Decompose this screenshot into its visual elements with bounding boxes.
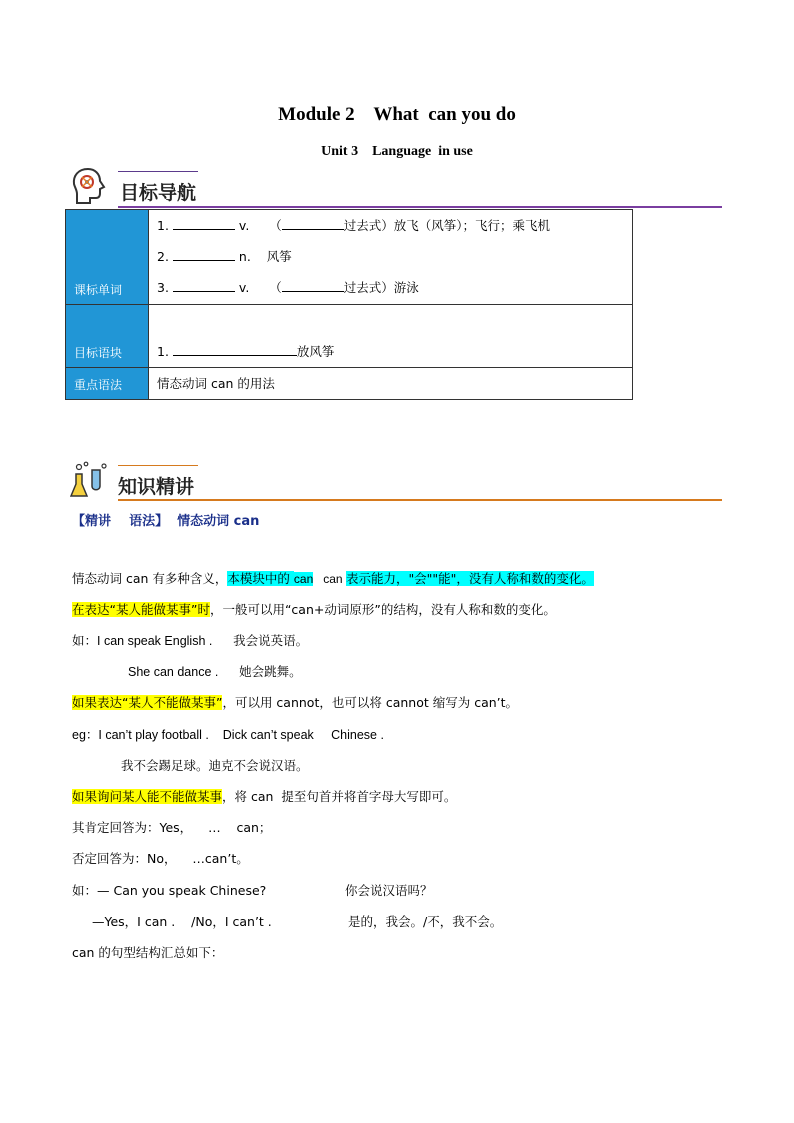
page-title: Module 2 What can you do: [278, 104, 516, 125]
grammar-heading: 【精讲 语法】 情态动词 can: [72, 514, 260, 529]
section-divider: [118, 499, 722, 501]
section-header-knowledge: [70, 460, 722, 504]
lab-flask-icon: [70, 460, 108, 500]
negative-answer: 否定回答为：No， …can’t。: [72, 851, 249, 866]
example-3a: 如：— Can you speak Chinese?: [72, 883, 267, 898]
row-content-cell: [149, 210, 633, 305]
section-header-goals: [70, 166, 722, 210]
vocab-item-3: 3. v. （ 过去式）游泳: [157, 280, 419, 295]
example-3b: —Yes，I can . /No，I can’t .: [92, 914, 272, 929]
row-label: 目标语块: [74, 346, 123, 360]
section-title-overline: [118, 465, 198, 466]
example-3a-translation: 你会说汉语吗？: [345, 883, 433, 898]
row-label-cell: [66, 305, 149, 368]
grammar-point: 情态动词 can 的用法: [157, 376, 275, 391]
table-row-grammar: [66, 368, 633, 400]
vocab-item-1: 1. v. （ 过去式）放飞（风筝）；飞行；乘飞机: [157, 218, 550, 233]
example-1a: 如：I can speak English . 我会说英语。: [72, 634, 309, 648]
paragraph-can-structure: 在表达“某人能做某事”时，一般可以用“can+动词原形”的结构，没有人称和数的变化。: [72, 602, 556, 617]
paragraph-question: 如果询问某人能不能做某事，将 can 提至句首并将首字母大写即可。: [72, 789, 457, 804]
row-label-cell: [66, 210, 149, 305]
row-content-cell: [149, 368, 633, 400]
goals-table: [65, 209, 633, 400]
example-3b-translation: 是的，我会。/不，我不会。: [348, 914, 503, 929]
section-title: 知识精讲: [118, 476, 195, 498]
paragraph-can-meaning: 情态动词 can 有多种含义，本模块中的 can can 表示能力，"会""能"，没有人称和数的变化。: [72, 571, 594, 586]
row-content-cell: [149, 305, 633, 368]
example-1b: She can dance . 她会跳舞。: [128, 665, 302, 679]
table-row-phrases: [66, 305, 633, 368]
row-label-cell: [66, 368, 149, 400]
example-2b: 我不会踢足球。迪克不会说汉语。: [121, 758, 309, 773]
section-divider: [118, 206, 722, 208]
example-2a: eg：I can’t play football . Dick can’t speak Chinese .: [72, 728, 384, 742]
phrase-item-1: 1. 放风筝: [157, 344, 335, 359]
row-label: 重点语法: [74, 378, 123, 392]
section-title: 目标导航: [120, 182, 197, 204]
vocab-item-2: 2. n. 风筝: [157, 249, 292, 264]
paragraph-cannot: 如果表达“某人不能做某事”，可以用 cannot，也可以将 cannot 缩写为 can’t。: [72, 695, 519, 710]
affirmative-answer: 其肯定回答为：Yes， … can；: [72, 820, 272, 835]
row-label: 课标单词: [74, 283, 123, 297]
brain-gear-icon: [70, 166, 108, 206]
page-subtitle: Unit 3 Language in use: [321, 144, 473, 159]
table-row-vocab: [66, 210, 633, 305]
summary-line: can 的句型结构汇总如下：: [72, 945, 224, 960]
section-title-overline: [118, 171, 198, 172]
